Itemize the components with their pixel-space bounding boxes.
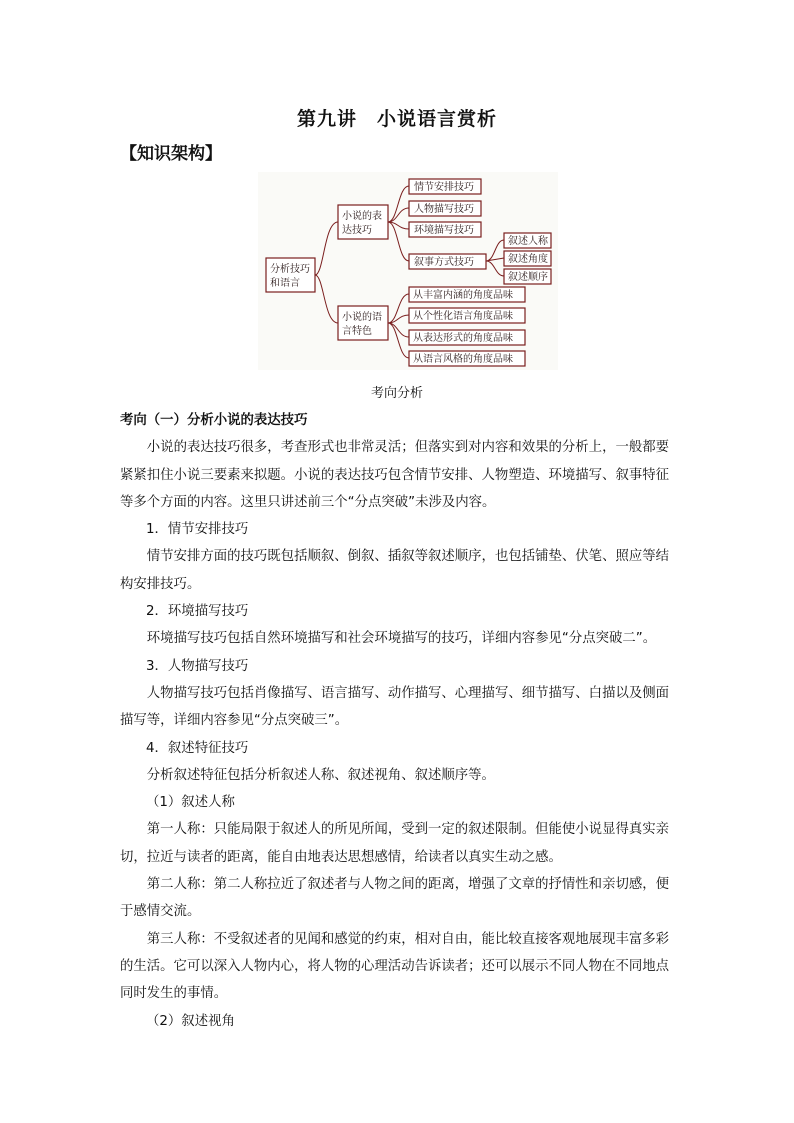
node-label: 人物描写技巧 <box>414 204 474 215</box>
subitem-title: （2）叙述视角 <box>146 1013 235 1029</box>
paragraph: 第三人称：不受叙述者的见闻和感觉的约束，相对自由，能比较直接客观地展现丰富多彩的生活。它可以深入人物内心，将人物的心理活动告诉读者；还可以展示不同人物在不同地点同时发生的事情。 <box>120 931 670 1002</box>
node-label: 叙事方式技巧 <box>414 257 474 268</box>
connector-branch2 <box>388 294 409 358</box>
node-label: 从个性化语言角度品味 <box>413 311 513 322</box>
node-label: 从语言风格的角度品味 <box>413 354 513 365</box>
paragraph: 第一人称：只能局限于叙述人的所见所闻，受到一定的叙述限制。但能使小说显得真实亲切，拉近与读者的距离，能自由地表达思想感情，给读者以真实生动之感。 <box>120 822 670 865</box>
section-heading: 【知识架构】 <box>120 144 222 164</box>
node-label: 环境描写技巧 <box>414 225 474 236</box>
node-label: 叙述人称 <box>508 236 548 247</box>
paragraph: 第二人称：第二人称拉近了叙述者与人物之间的距离，增强了文章的抒情性和亲切感，便于感情交流。 <box>120 877 670 920</box>
branch2-label-2: 言特色 <box>342 326 372 337</box>
node-label: 叙述角度 <box>508 254 548 265</box>
connector-branch1 <box>388 186 409 261</box>
page-title: 第九讲 小说语言赏析 <box>296 108 497 130</box>
paragraph-intro: 小说的表达技巧很多，考查形式也非常灵活；但落实到对内容和效果的分析上，一般都要紧紧扣住小说三要素来拟题。小说的表达技巧包含情节安排、人物塑造、环境描写、叙事特征等多个方面的内容。这里只讲述前三个“分点突破”未涉及内容。 <box>120 440 670 510</box>
heading-direction-1: 考向（一）分析小说的表达技巧 <box>120 413 308 428</box>
branch2-label-1: 小说的语 <box>342 312 382 323</box>
paragraph: 人物描写技巧包括肖像描写、语言描写、动作描写、心理描写、细节描写、白描以及侧面描写等，详细内容参见“分点突破三”。 <box>120 685 670 729</box>
subitem-title: （1）叙述人称 <box>146 795 235 811</box>
knowledge-structure-diagram <box>258 172 558 370</box>
item-title: 3．人物描写技巧 <box>146 658 249 674</box>
paragraph: 情节安排方面的技巧既包括顺叙、倒叙、插叙等叙述顺序，也包括铺垫、伏笔、照应等结构安排技巧。 <box>120 549 670 592</box>
mind-map <box>258 172 558 370</box>
item-title: 2．环境描写技巧 <box>146 604 249 620</box>
figure-caption: 考向分析 <box>370 386 423 401</box>
paragraph: 分析叙述特征包括分析叙述人称、叙述视角、叙述顺序等。 <box>146 767 495 783</box>
root-label-2: 和语言 <box>270 278 300 289</box>
node-label: 情节安排技巧 <box>414 182 474 193</box>
connector-root <box>315 222 338 323</box>
node-label: 从表达形式的角度品味 <box>413 333 513 344</box>
item-title: 1．情节安排技巧 <box>146 522 249 538</box>
paragraph: 环境描写技巧包括自然环境描写和社会环境描写的技巧，详细内容参见“分点突破二”。 <box>146 631 657 647</box>
root-label-1: 分析技巧 <box>270 264 310 275</box>
body-text <box>120 407 680 1035</box>
node-label: 从丰富内涵的角度品味 <box>413 290 513 301</box>
node-label: 叙述顺序 <box>508 272 548 283</box>
branch1-label-1: 小说的表 <box>342 211 382 222</box>
connector-narration <box>486 240 504 276</box>
branch1-label-2: 达技巧 <box>342 225 372 236</box>
item-title: 4．叙述特征技巧 <box>146 740 249 756</box>
